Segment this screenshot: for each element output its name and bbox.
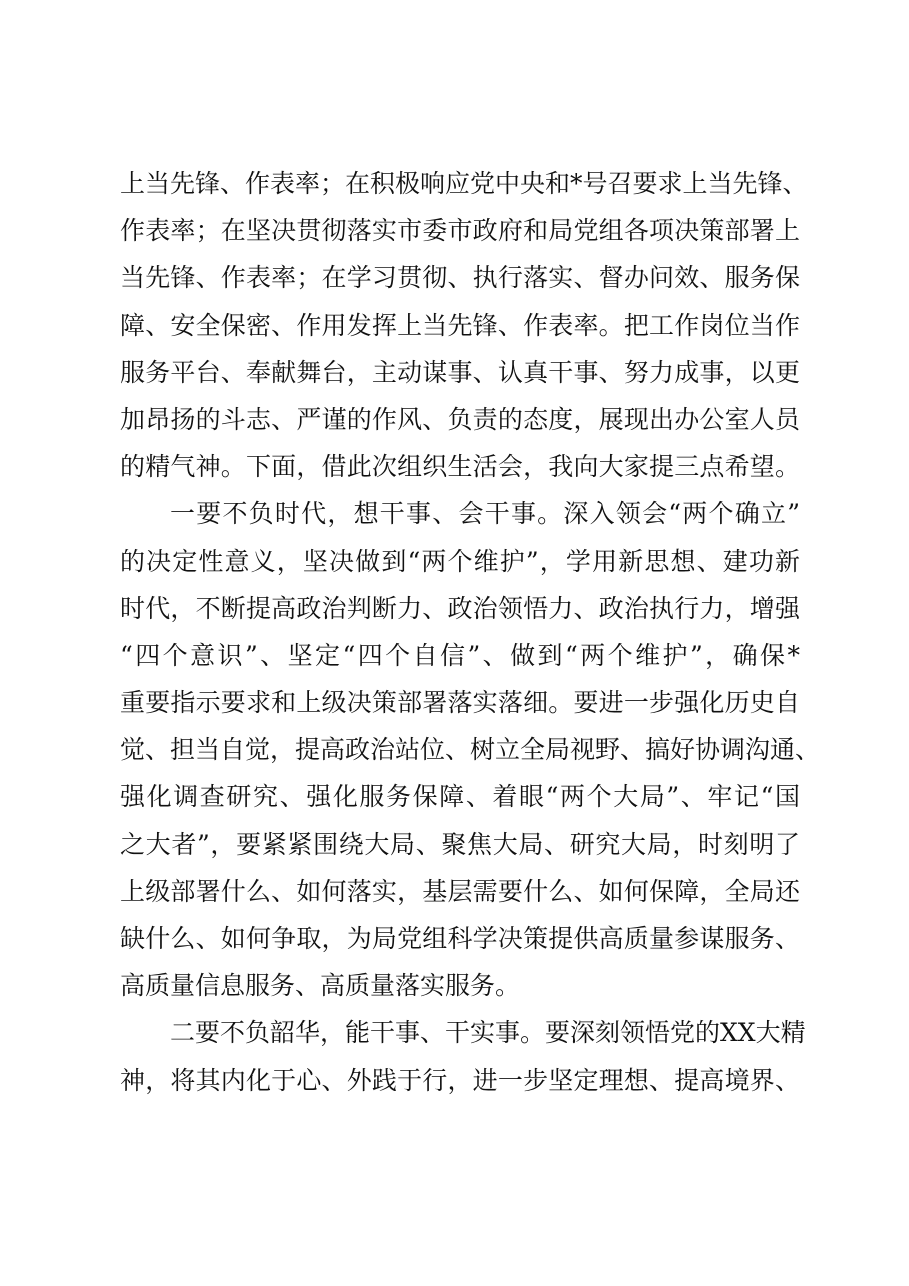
text-line: 当先锋、作表率；在学习贯彻、执行落实、督办问效、服务保 [120, 263, 800, 293]
text-line: 觉、担当自觉，提高政治站位、树立全局视野、搞好协调沟通、 [120, 735, 821, 765]
text-line: 神，将其内化于心、外践于行，进一步坚定理想、提高境界、 [120, 1065, 800, 1095]
text-line: 高质量信息服务、高质量落实服务。 [120, 971, 521, 1001]
text-line: 缺什么、如何争取，为局党组科学决策提供高质量参谋服务、 [120, 924, 800, 953]
text-line: 上当先锋、作表率；在积极响应党中央和*号召要求上当先锋、 [120, 169, 808, 198]
text-line: 一要不负时代，想干事、会干事。深入领会“两个确立” [170, 499, 800, 529]
text-line: 加昂扬的斗志、严谨的作风、负责的态度，展现出办公室人员 [120, 404, 800, 434]
text-line: 作表率；在坚决贯彻落实市委市政府和局党组各项决策部署上 [120, 216, 800, 246]
paragraph-3 [120, 1009, 806, 1103]
text-line: 时代，不断提高政治判断力、政治领悟力、政治执行力，增强 [120, 593, 800, 623]
document-body [120, 160, 821, 1104]
text-line: 服务平台、奉献舞台，主动谋事、认真干事、努力成事，以更 [120, 357, 800, 387]
text-line: 强化调查研究、强化服务保障、着眼“两个大局”、牢记“国 [120, 782, 800, 812]
text-line: 二要不负韶华，能干事、干实事。要深刻领悟党的XX大精 [170, 1018, 806, 1048]
text-line: 重要指示要求和上级决策部署落实落细。要进一步强化历史自 [120, 688, 800, 718]
text-line: 上级部署什么、如何落实，基层需要什么、如何保障，全局还 [120, 876, 800, 906]
text-line: 的决定性意义，坚决做到“两个维护”，学用新思想、建功新 [120, 546, 800, 576]
text-line: 障、安全保密、作用发挥上当先锋、作表率。把工作岗位当作 [120, 310, 800, 340]
paragraph-2 [120, 490, 821, 1009]
text-line: 的精气神。下面，借此次组织生活会，我向大家提三点希望。 [120, 452, 800, 482]
paragraph-1 [120, 160, 808, 490]
text-line: 之大者”，要紧紧围绕大局、聚焦大局、研究大局，时刻明了 [120, 829, 800, 859]
text-line: “四个意识”、坚定“四个自信”、做到“两个维护”，确保* [120, 640, 800, 670]
